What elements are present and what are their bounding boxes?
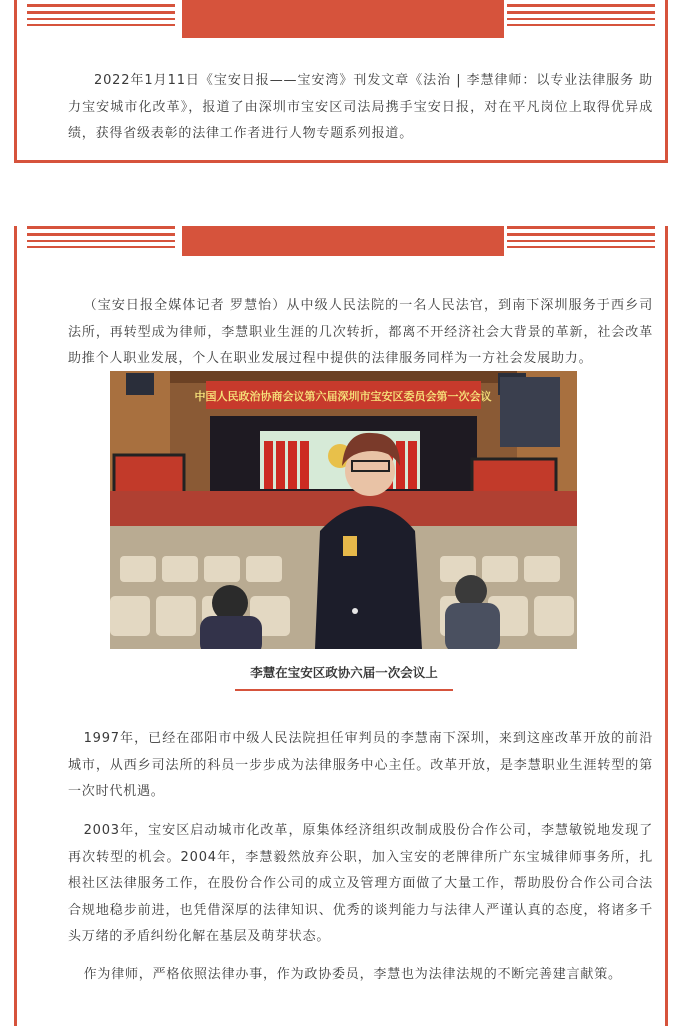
decor-stripes-right	[507, 4, 655, 30]
hall-banner-text: 中国人民政治协商会议第六届深圳市宝安区委员会第一次会议	[194, 390, 492, 403]
decor-stripes-left	[27, 226, 175, 252]
paragraph-1997: 1997年，已经在邵阳市中级人民法院担任审判员的李慧南下深圳，来到这座改革开放的前沿城市，从西乡司法所的科员一步步成为法律服务中心主任。改革开放，是李慧职业生涯转型的第一次时代机遇。	[68, 731, 653, 799]
header-decoration	[17, 0, 665, 42]
caption-underline	[235, 689, 453, 691]
conference-photo	[110, 371, 577, 649]
intro-paragraph: （宝安日报全媒体记者 罗慧怡）从中级人民法院的一名人民法官，到南下深圳服务于西乡司法所，再转型成为律师，李慧职业生涯的几次转折，都离不开经济社会大背景的革新，社会改革助推个人职业发展，个人在职业发展过程中提供的法律服务同样为一方社会发展助力。	[68, 298, 653, 366]
photo-caption	[235, 658, 453, 691]
decor-stripes-right	[507, 226, 655, 252]
paragraph-lawyer: 作为律师，严格依照法律办事，作为政协委员，李慧也为法律法规的不断完善建言献策。	[83, 967, 622, 982]
decor-stripes-left	[27, 4, 175, 30]
header-decoration	[17, 226, 665, 268]
header-red-bar	[182, 0, 504, 38]
article-card-1	[14, 0, 668, 163]
article-card-2	[14, 226, 668, 1026]
paragraph-2003: 2003年，宝安区启动城市化改革，原集体经济组织改制成股份合作公司，李慧敏锐地发现了再次转型的机会。2004年，李慧毅然放弃公职，加入宝安的老牌律所广东宝城律师事务所，扎根社区法律服务工作，在股份合作公司的成立及管理方面做了大量工作，帮助股份合作公司合法合规地稳步前进，也凭借深厚的法律知识、优秀的谈判能力与法律人严谨认真的态度，将诸多千头万绪的矛盾纠纷化解在基层及萌芽状态。	[68, 823, 653, 944]
summary-paragraph: 2022年1月11日《宝安日报——宝安湾》刊发文章《法治 | 李慧律师：以专业法律服务 助力宝安城市化改革》，报道了由深圳市宝安区司法局携手宝安日报，对在平凡岗位上取得优异成绩，获得省级表彰的法律工作者进行人物专题系列报道。	[68, 73, 653, 141]
photo-caption-text: 李慧在宝安区政协六届一次会议上	[250, 665, 438, 680]
header-red-bar	[182, 226, 504, 256]
